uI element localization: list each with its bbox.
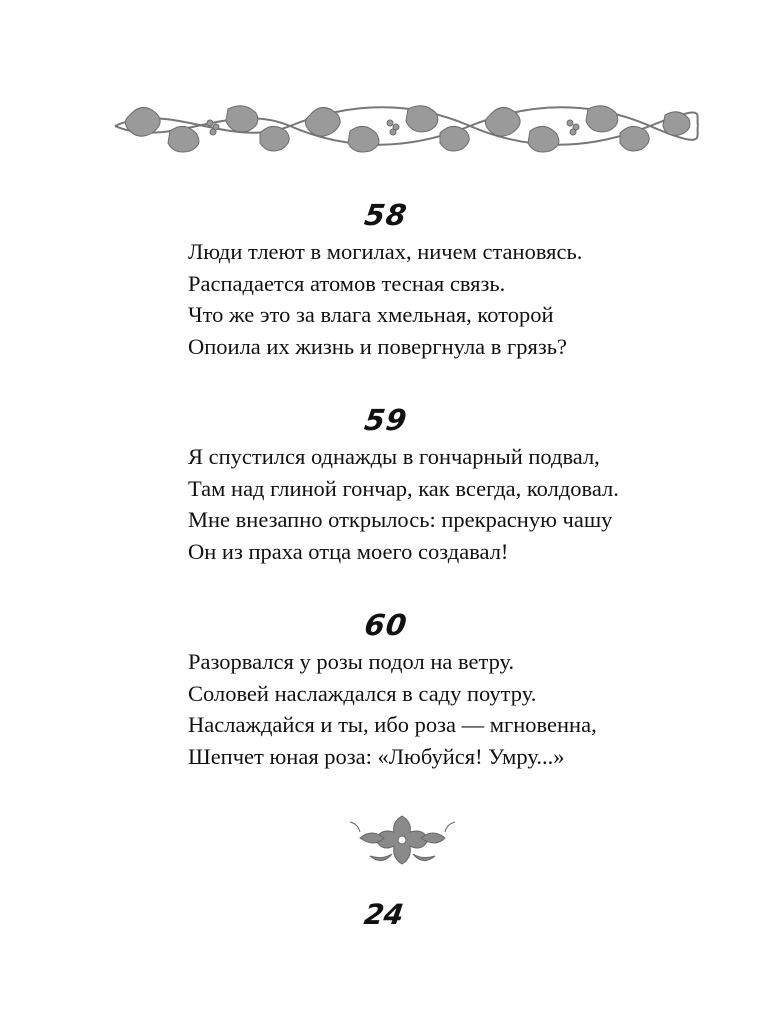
- verse-line: Наслаждайся и ты, ибо роза — мгновенна,: [188, 712, 597, 737]
- verse-line: Я спустился однажды в гончарный подвал,: [188, 444, 600, 469]
- stanza-60: [188, 608, 708, 772]
- vine-ornament-icon: [110, 95, 700, 157]
- stanza-58: [188, 198, 708, 362]
- verse-line: Распадается атомов тесная связь.: [188, 270, 506, 296]
- verse-line: Опоила их жизнь и повергнула в грязь?: [188, 333, 568, 359]
- stanza-number: 58: [362, 198, 410, 232]
- stanza-number: 59: [362, 403, 410, 437]
- verse-line: Разорвался у розы подол на ветру.: [188, 649, 515, 674]
- stanza-59: [188, 403, 708, 567]
- verse-line: Шепчет юная роза: «Любуйся! Умру...»: [188, 743, 565, 769]
- verse-line: Там над глиной гончар, как всегда, колдовал.: [188, 475, 619, 501]
- verse-line: Люди тлеют в могилах, ничем становясь.: [188, 239, 583, 264]
- verse-line: Что же это за влага хмельная, которой: [188, 302, 554, 327]
- verse-line: Мне внезапно открылось: прекрасную чашу: [188, 507, 613, 532]
- floral-ornament-icon: [340, 808, 465, 873]
- verse-line: Он из праха отца моего создавал!: [188, 538, 509, 564]
- verse-line: Соловей наслаждался в саду поутру.: [188, 680, 537, 706]
- stanza-number: 60: [362, 608, 410, 642]
- page-number: 24: [362, 898, 406, 931]
